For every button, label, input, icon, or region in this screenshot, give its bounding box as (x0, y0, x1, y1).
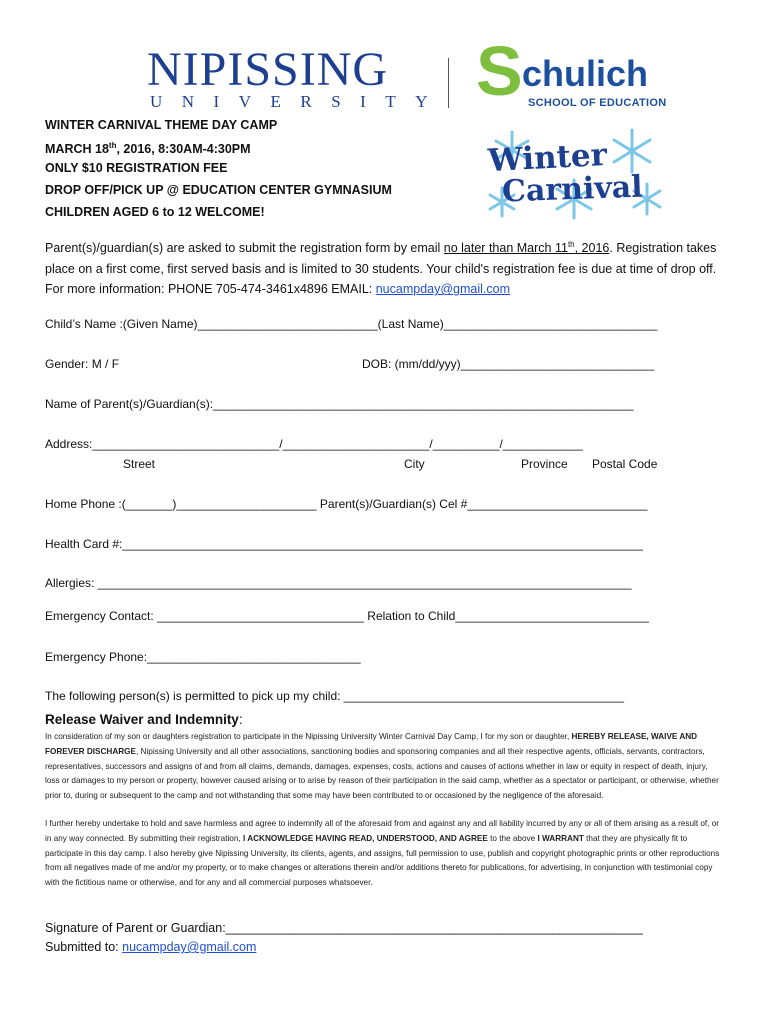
schulich-school-label: SCHOOL OF EDUCATION (528, 97, 667, 109)
waiver-title-colon: : (238, 712, 243, 727)
address-street-label: Street (123, 457, 156, 471)
emergency-phone-field[interactable]: Emergency Phone:________________________________ (45, 650, 361, 664)
intro-paragraph (45, 235, 725, 300)
schulich-s-icon: S (476, 32, 523, 110)
event-ages: CHILDREN AGED 6 to 12 WELCOME! (45, 205, 265, 219)
submitted-label: Submitted to: (45, 940, 123, 954)
carnival-word: Carnival (501, 169, 644, 210)
event-date (45, 136, 251, 159)
schulich-wordmark: chulich (522, 53, 649, 94)
pickup-person-field[interactable]: The following person(s) is permitted to pick up my child: __________________________________________ (45, 689, 625, 703)
gender-field[interactable]: Gender: M / F (45, 357, 120, 371)
address-field[interactable]: Address:____________________________/______________________/__________/____________ (45, 437, 583, 451)
event-title: WINTER CARNIVAL THEME DAY CAMP (45, 118, 278, 132)
submitted-to (45, 937, 256, 957)
nipissing-university-label: UNIVERSITY (150, 92, 447, 111)
deadline (444, 241, 610, 255)
logo-divider (448, 58, 449, 108)
deadline-text: no later than March 11 (443, 241, 568, 256)
waiver-p2-c: to the above (487, 833, 538, 843)
intro-text-1: Parent(s)/guardian(s) are asked to submit the registration form by email (45, 241, 444, 256)
deadline-year: , 2016 (574, 241, 610, 256)
winter-carnival-graphic (482, 128, 664, 220)
waiver-paragraph-1 (45, 730, 720, 804)
waiver-p2-d: I WARRANT (537, 833, 584, 843)
parent-name-field[interactable]: Name of Parent(s)/Guardian(s):_______________________________________________________________ (45, 397, 634, 411)
waiver-p1-b: HEREBY RELEASE, WAIVE AND FOREVER DISCHARGE (45, 732, 698, 756)
address-city-label: City (404, 457, 425, 471)
waiver-p2-e: that they are physically fit to participate in this day camp. I also hereby give Nipissing University, its clients, agents, and assigns, full permission to use, publish and copyright photographic prints or other reproductions from all negatives made of me and/or my property, or to make changes or alterations therein and/or additions thereto for publications, for advertising, in conjunction with testimonial copy with the fictitious name or otherwise, and for any and all commercial purposes whatsoever. (45, 833, 720, 888)
event-date-sup: th (108, 141, 117, 150)
intro-email-link[interactable]: nucampday@gmail.com (375, 282, 510, 297)
event-date-time: , 2016, 8:30AM-4:30PM (116, 142, 251, 157)
health-card-field[interactable]: Health Card #:______________________________________________________________________________ (45, 537, 643, 551)
dob-field[interactable]: DOB: (mm/dd/yyy)_____________________________ (362, 357, 655, 371)
emergency-contact-field[interactable]: Emergency Contact: _______________________________ Relation to Child_____________________________ (45, 609, 649, 623)
nipissing-wordmark: NIPISSING (147, 43, 389, 96)
waiver-title: Release Waiver and Indemnity (45, 712, 239, 727)
waiver-p1-a: In consideration of my son or daughters registration to participate in the Nipissing University Winter Carnival Day Camp, I for my son or daughter, (45, 732, 572, 741)
allergies-field[interactable]: Allergies: ________________________________________________________________________________ (45, 576, 632, 590)
waiver-heading (45, 711, 243, 729)
event-fee: ONLY $10 REGISTRATION FEE (45, 161, 228, 175)
child-name-field[interactable]: Child’s Name :(Given Name)___________________________(Last Name)________________________________ (45, 317, 658, 331)
address-province-label: Province (521, 457, 568, 471)
intro-text-2: . Registration takes place on a first come, first served basis and is limited to 30 students. Your child's registration fee is due at time of drop off. For more information: PHONE 705-474-3461x4896 EMAIL: (45, 241, 717, 297)
waiver-p1-c: , Nipissing University and all other associations, sanctioning bodies and sponsoring companies and all their respective agents, officials, servants, contractors, representatives, successors and assigns of and from all claims, demands, damages, expenses, costs, actions and causes of actions whether in law or equity in respect of death, injury, loss or damages to my person or property, however caused arising or to arise by reason of their participation in the said camp, whether as a spectator or participant, or otherwise, whether prior to, during or subsequent to the camp and not withstanding that some may have been contributed to or occasioned by the negligence of the aforesaid. (45, 746, 719, 801)
waiver-p2-b: I ACKNOWLEDGE HAVING READ, UNDERSTOOD, AND AGREE (242, 833, 488, 843)
address-postal-label: Postal Code (592, 457, 658, 471)
phone-field[interactable]: Home Phone :(_______)_____________________ Parent(s)/Guardian(s) Cel #___________________________ (45, 497, 648, 511)
submitted-email-link[interactable]: nucampday@gmail.com (122, 940, 257, 954)
winter-word: Winter (487, 136, 608, 180)
event-location: DROP OFF/PICK UP @ EDUCATION CENTER GYMNASIUM (45, 183, 392, 197)
signature-field[interactable]: Signature of Parent or Guardian:____________________________________________________________ (45, 921, 643, 935)
waiver-p2-a: I further hereby undertake to hold and save harmless and agree to indemnify all of the aforesaid from and against any and all liability incurred by any or all of them arising as a result of, or in any way connected. By submitting their registration, (45, 819, 720, 843)
deadline-sup: th (567, 240, 575, 249)
waiver-paragraph-2 (45, 817, 720, 891)
event-date-main: MARCH 18 (45, 142, 109, 157)
